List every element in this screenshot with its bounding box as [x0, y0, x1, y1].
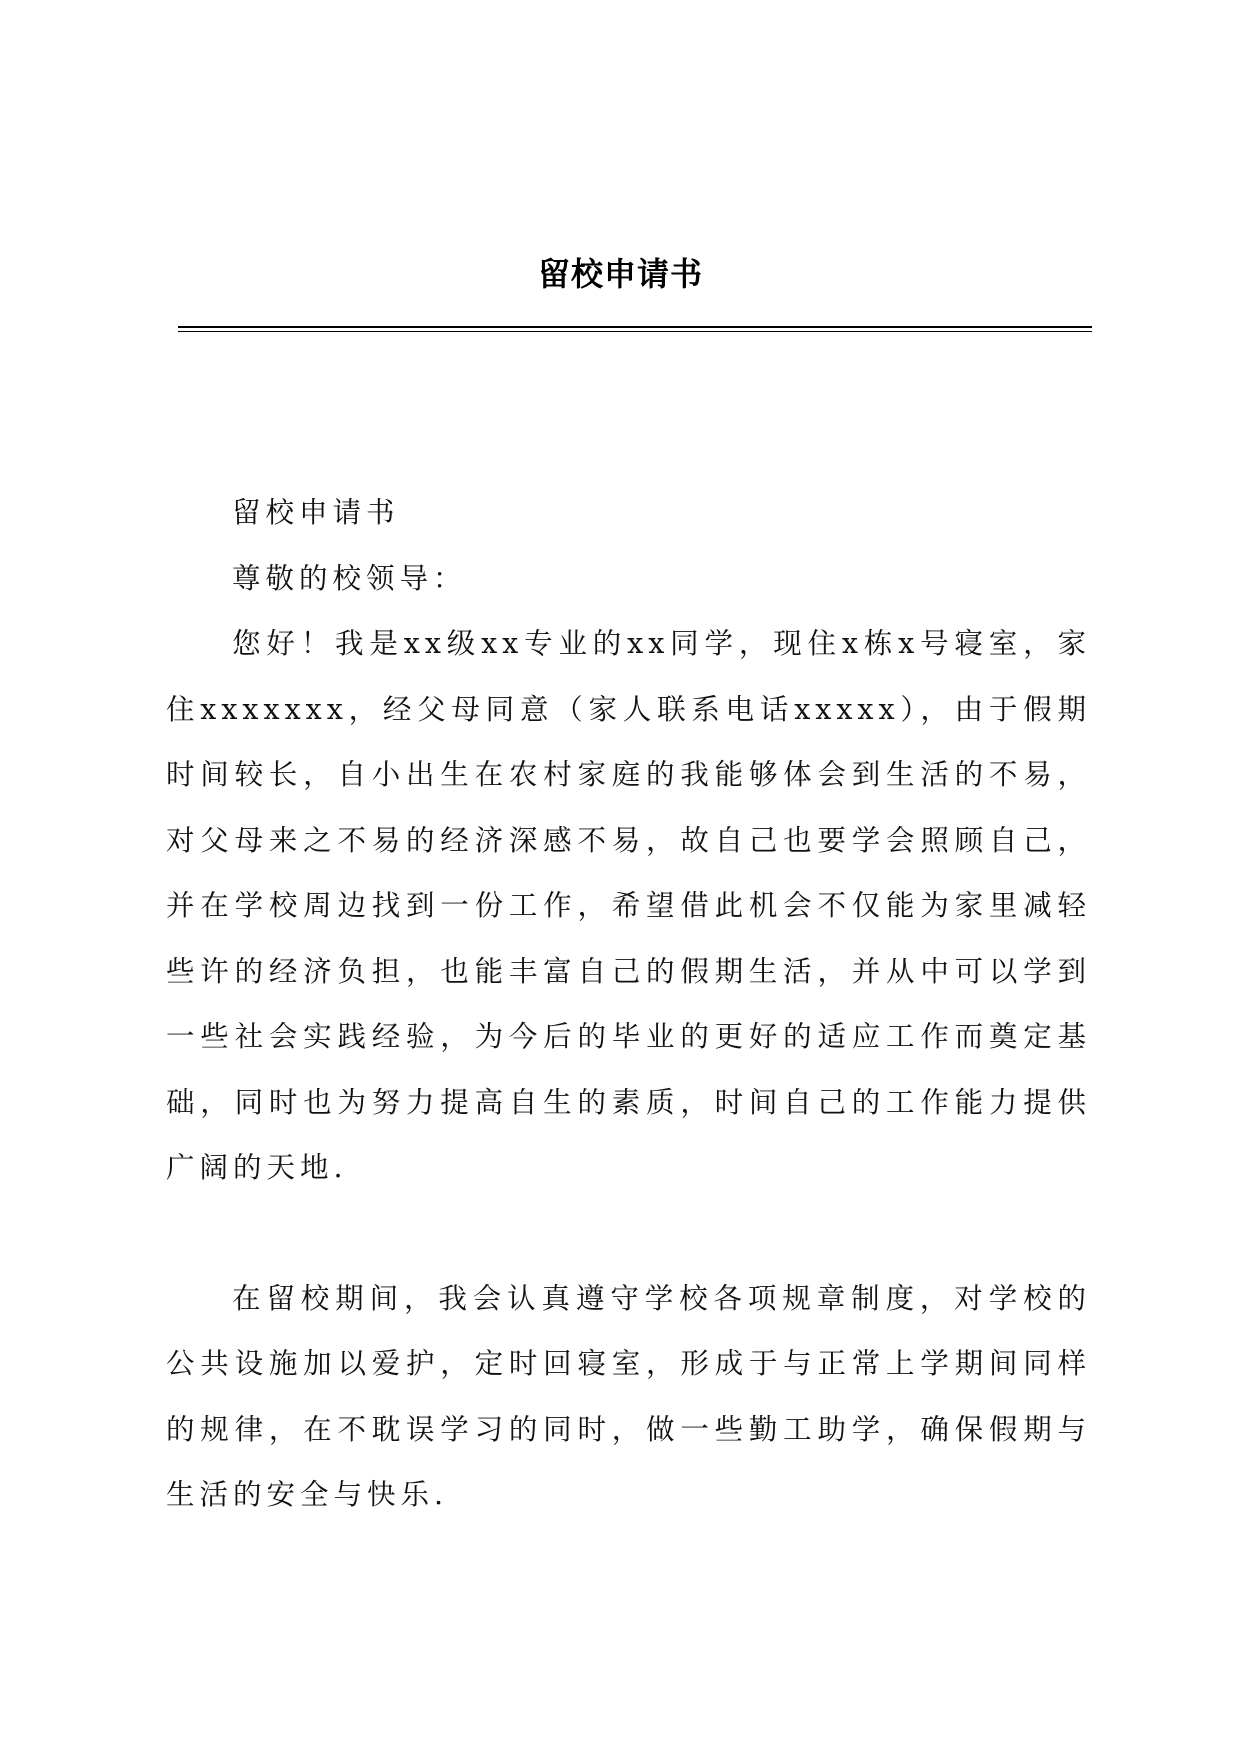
document-title: 留校申请书 [537, 255, 703, 293]
title-divider [178, 326, 1092, 332]
letter-paragraph-2: 在留校期间，我会认真遵守学校各项规章制度，对学校的公共设施加以爱护，定时回寝室，形成于与正常上学期间同样的规律，在不耽误学习的同时，做一些勤工助学，确保假期与生活的安全与快乐. [166, 1281, 1091, 1511]
letter-salutation: 尊敬的校领导： [232, 561, 467, 595]
letter-heading: 留校申请书 [232, 496, 400, 529]
letter-paragraph-1: 您好！我是xx级xx专业的xx同学，现住x栋x号寝室，家住xxxxxxx，经父母同意（家人联系电话xxxxx），由于假期时间较长，自小出生在农村家庭的我能够体会到生活的不易，对父母来之不易的经济深感不易，故自己也要学会照顾自己，并在学校周边找到一份工作，希望借此机会不仅能为家里减轻些许的经济负担，也能丰富自己的假期生活，并从中可以学到一些社会实践经验，为今后的毕业的更好的适应工作而奠定基础，同时也为努力提高自生的素质，时间自己的工作能力提供广阔的天地. [166, 627, 1091, 1184]
letter-body [166, 480, 1091, 1528]
